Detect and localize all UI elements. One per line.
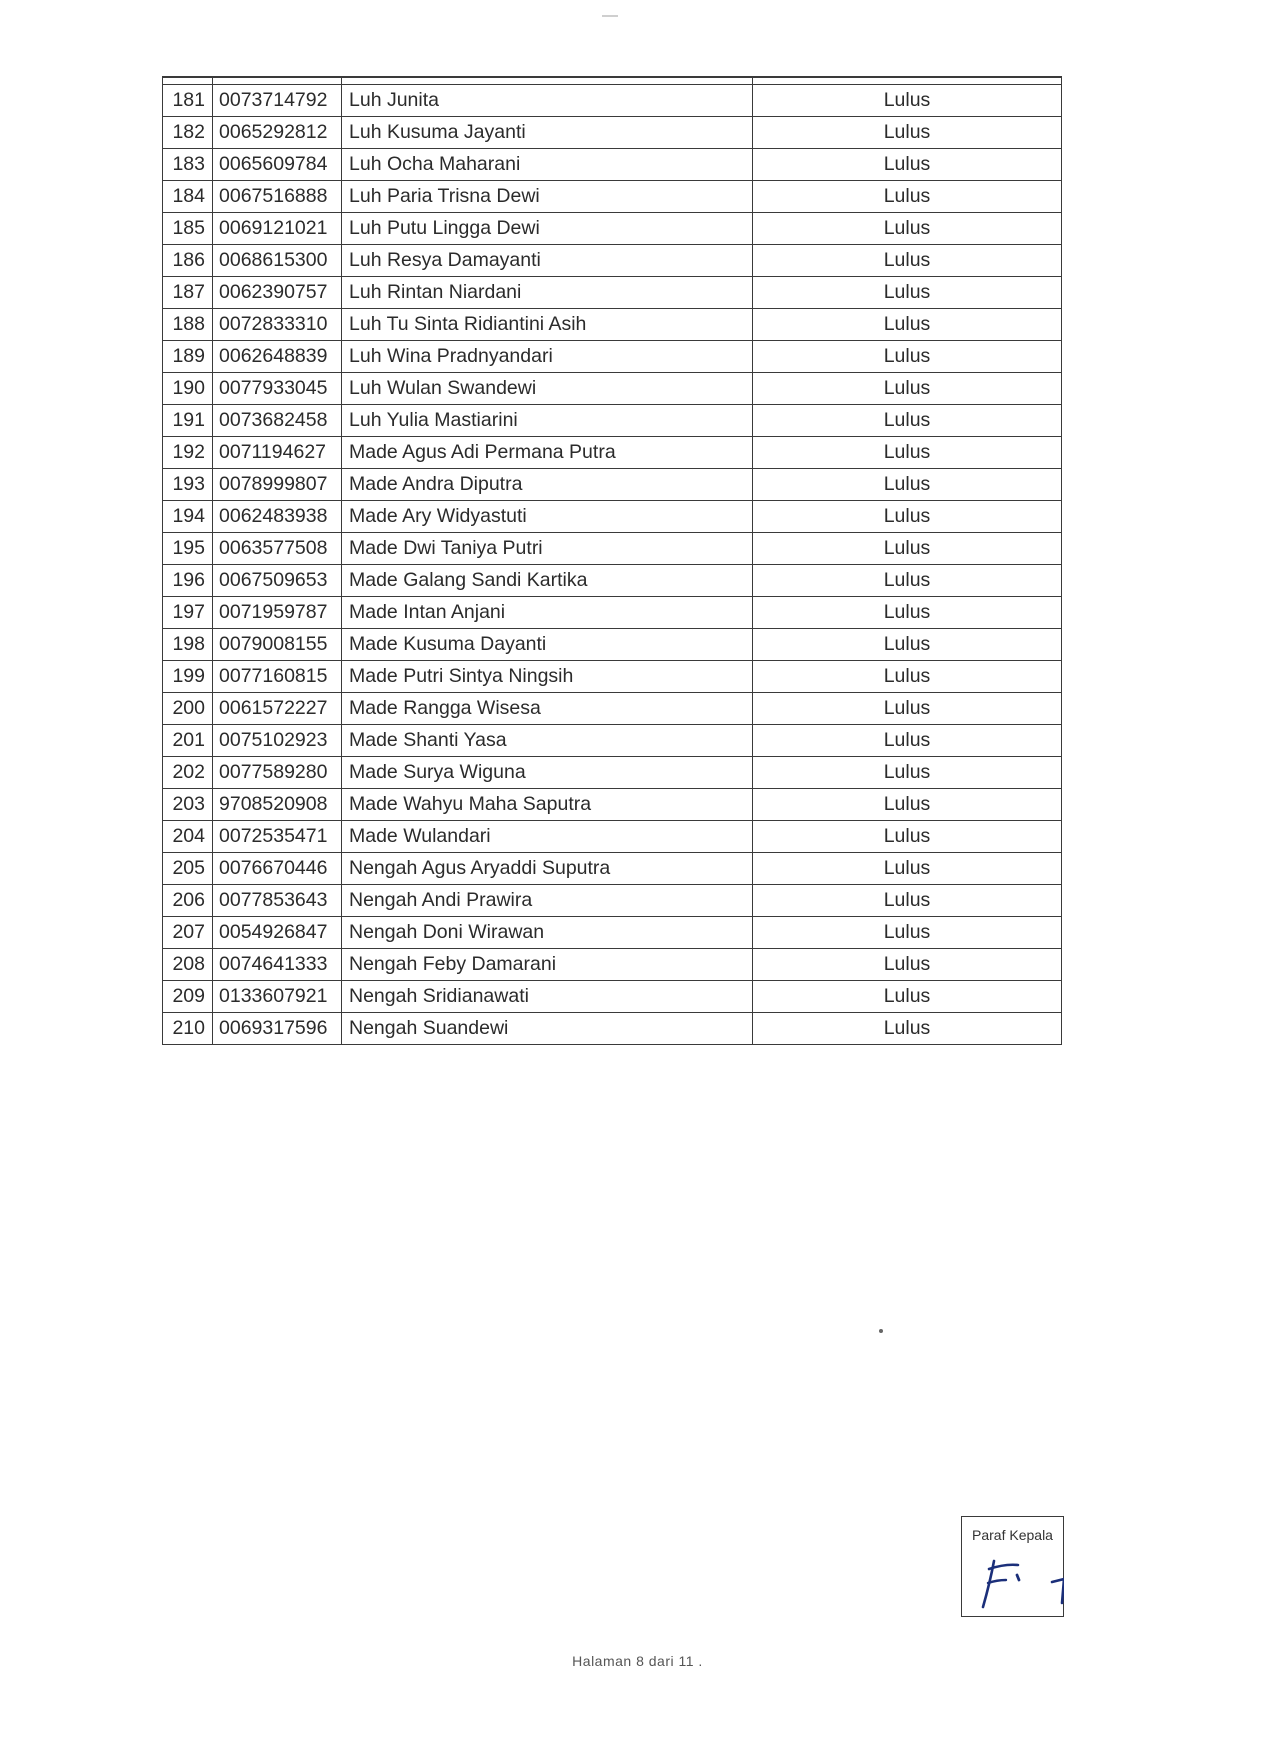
row-number: 202 [163,757,213,789]
row-number: 181 [163,85,213,117]
row-number: 197 [163,597,213,629]
row-nisn: 0076670446 [213,853,342,885]
row-number: 182 [163,117,213,149]
row-name: Luh Paria Trisna Dewi [342,181,753,213]
row-number: 187 [163,277,213,309]
row-status: Lulus [753,181,1062,213]
row-name: Luh Resya Damayanti [342,245,753,277]
table-row [163,725,1062,757]
row-name: Nengah Feby Damarani [342,949,753,981]
row-nisn: 0061572227 [213,693,342,725]
row-number: 190 [163,373,213,405]
row-status: Lulus [753,661,1062,693]
row-nisn: 0069121021 [213,213,342,245]
table-row [163,629,1062,661]
row-name: Made Rangga Wisesa [342,693,753,725]
row-number: 183 [163,149,213,181]
graduation-table [162,76,1062,1045]
table-row [163,181,1062,213]
row-number: 185 [163,213,213,245]
row-name: Made Wahyu Maha Saputra [342,789,753,821]
row-name: Made Surya Wiguna [342,757,753,789]
row-status: Lulus [753,981,1062,1013]
table-row [163,533,1062,565]
row-status: Lulus [753,757,1062,789]
table-row [163,149,1062,181]
row-number: 207 [163,917,213,949]
row-nisn: 0067509653 [213,565,342,597]
row-nisn: 0077160815 [213,661,342,693]
row-number: 201 [163,725,213,757]
table-row [163,597,1062,629]
row-status: Lulus [753,373,1062,405]
row-number: 199 [163,661,213,693]
row-status: Lulus [753,725,1062,757]
paraf-box [961,1516,1064,1617]
row-name: Made Galang Sandi Kartika [342,565,753,597]
row-name: Nengah Suandewi [342,1013,753,1045]
signature-icon [972,1547,1064,1613]
row-status: Lulus [753,309,1062,341]
row-nisn: 0073714792 [213,85,342,117]
row-status: Lulus [753,565,1062,597]
row-nisn: 0069317596 [213,1013,342,1045]
row-name: Luh Rintan Niardani [342,277,753,309]
row-nisn: 0133607921 [213,981,342,1013]
table-row [163,693,1062,725]
row-nisn: 0065292812 [213,117,342,149]
row-nisn: 0068615300 [213,245,342,277]
row-nisn: 0067516888 [213,181,342,213]
table-row [163,373,1062,405]
row-status: Lulus [753,821,1062,853]
table-row [163,981,1062,1013]
table-row [163,1013,1062,1045]
row-number: 198 [163,629,213,661]
row-number: 195 [163,533,213,565]
row-nisn: 0072833310 [213,309,342,341]
row-name: Made Ary Widyastuti [342,501,753,533]
scan-dot [879,1329,883,1333]
row-name: Luh Yulia Mastiarini [342,405,753,437]
table-row [163,309,1062,341]
row-name: Made Putri Sintya Ningsih [342,661,753,693]
row-status: Lulus [753,149,1062,181]
row-nisn: 0075102923 [213,725,342,757]
row-name: Luh Putu Lingga Dewi [342,213,753,245]
row-status: Lulus [753,533,1062,565]
row-number: 209 [163,981,213,1013]
row-status: Lulus [753,629,1062,661]
table-header-strip [163,77,1062,85]
paraf-label: Paraf Kepala [972,1527,1053,1543]
row-name: Nengah Sridianawati [342,981,753,1013]
row-nisn: 0054926847 [213,917,342,949]
row-nisn: 0071194627 [213,437,342,469]
row-name: Made Agus Adi Permana Putra [342,437,753,469]
row-status: Lulus [753,469,1062,501]
row-status: Lulus [753,693,1062,725]
row-status: Lulus [753,597,1062,629]
row-name: Made Andra Diputra [342,469,753,501]
table-row [163,757,1062,789]
row-status: Lulus [753,885,1062,917]
row-status: Lulus [753,245,1062,277]
row-status: Lulus [753,277,1062,309]
row-name: Made Dwi Taniya Putri [342,533,753,565]
row-nisn: 9708520908 [213,789,342,821]
row-status: Lulus [753,1013,1062,1045]
row-nisn: 0073682458 [213,405,342,437]
row-status: Lulus [753,405,1062,437]
row-name: Made Shanti Yasa [342,725,753,757]
table-row [163,789,1062,821]
row-name: Luh Wulan Swandewi [342,373,753,405]
page-number-footer: Halaman 8 dari 11 . [572,1653,703,1669]
row-number: 203 [163,789,213,821]
row-status: Lulus [753,789,1062,821]
row-name: Made Intan Anjani [342,597,753,629]
row-name: Nengah Agus Aryaddi Suputra [342,853,753,885]
row-nisn: 0065609784 [213,149,342,181]
row-nisn: 0077589280 [213,757,342,789]
table-row [163,341,1062,373]
row-status: Lulus [753,917,1062,949]
table-row [163,885,1062,917]
row-number: 192 [163,437,213,469]
table-row [163,917,1062,949]
table-row [163,85,1062,117]
table-row [163,277,1062,309]
row-number: 193 [163,469,213,501]
row-number: 208 [163,949,213,981]
row-number: 191 [163,405,213,437]
row-number: 188 [163,309,213,341]
row-nisn: 0062648839 [213,341,342,373]
table-body [163,77,1062,1045]
row-nisn: 0063577508 [213,533,342,565]
row-number: 186 [163,245,213,277]
row-name: Luh Tu Sinta Ridiantini Asih [342,309,753,341]
row-number: 194 [163,501,213,533]
row-number: 200 [163,693,213,725]
row-nisn: 0062483938 [213,501,342,533]
row-number: 210 [163,1013,213,1045]
row-number: 189 [163,341,213,373]
row-number: 184 [163,181,213,213]
row-name: Nengah Doni Wirawan [342,917,753,949]
row-nisn: 0078999807 [213,469,342,501]
row-status: Lulus [753,437,1062,469]
table-row [163,469,1062,501]
table-row [163,949,1062,981]
row-name: Luh Kusuma Jayanti [342,117,753,149]
row-name: Luh Junita [342,85,753,117]
table-row [163,245,1062,277]
table-row [163,117,1062,149]
table-row [163,661,1062,693]
row-status: Lulus [753,501,1062,533]
row-nisn: 0077853643 [213,885,342,917]
row-name: Luh Wina Pradnyandari [342,341,753,373]
row-status: Lulus [753,853,1062,885]
row-status: Lulus [753,213,1062,245]
row-name: Made Kusuma Dayanti [342,629,753,661]
table-row [163,437,1062,469]
scan-artifact [602,15,618,17]
row-nisn: 0072535471 [213,821,342,853]
row-nisn: 0079008155 [213,629,342,661]
table-row [163,213,1062,245]
row-nisn: 0071959787 [213,597,342,629]
row-status: Lulus [753,949,1062,981]
row-nisn: 0077933045 [213,373,342,405]
row-number: 205 [163,853,213,885]
row-number: 196 [163,565,213,597]
row-number: 204 [163,821,213,853]
table-row [163,565,1062,597]
row-status: Lulus [753,85,1062,117]
row-status: Lulus [753,341,1062,373]
row-status: Lulus [753,117,1062,149]
row-name: Nengah Andi Prawira [342,885,753,917]
table-row [163,853,1062,885]
row-nisn: 0074641333 [213,949,342,981]
table-row [163,405,1062,437]
table-row [163,821,1062,853]
table-row [163,501,1062,533]
row-name: Made Wulandari [342,821,753,853]
row-number: 206 [163,885,213,917]
row-nisn: 0062390757 [213,277,342,309]
row-name: Luh Ocha Maharani [342,149,753,181]
